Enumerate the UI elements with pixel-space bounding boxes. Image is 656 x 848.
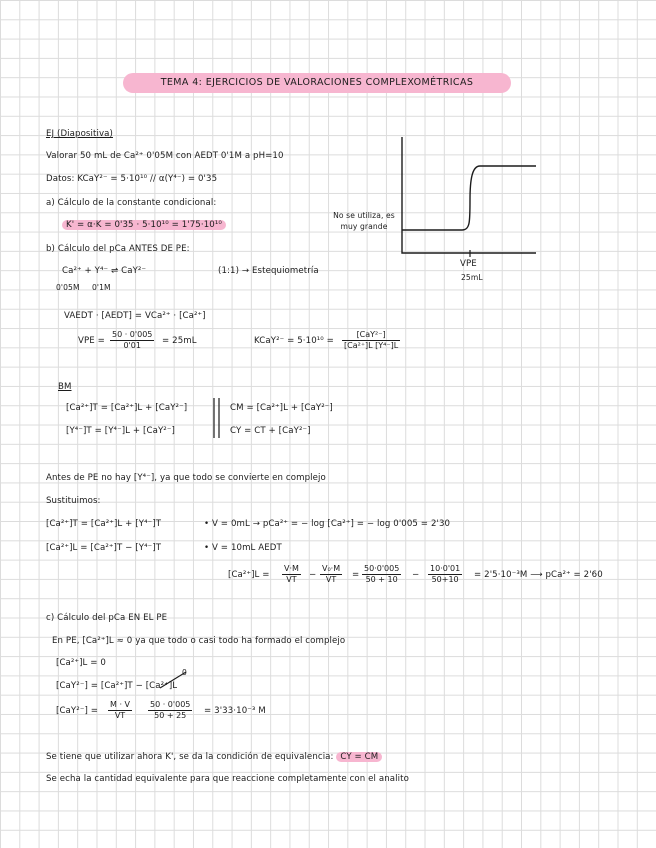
final-line-1-highlight: CY = CM — [336, 752, 382, 762]
bm-label: BM — [58, 382, 72, 392]
bm-right-2: CY = CT + [CaY²⁻] — [230, 426, 311, 436]
kformula-fraction — [342, 330, 400, 351]
calc-f4-num: 10·0'01 — [430, 564, 461, 573]
calc-f2-num: V₀·M — [322, 564, 341, 573]
calc-lhs: [Ca²⁺]L = — [228, 570, 270, 580]
pe-f1-den: VT — [114, 711, 126, 720]
part-a-heading: a) Cálculo de la constante condicional: — [46, 198, 217, 208]
vpe-den: 0'01 — [123, 341, 141, 350]
v-line: VAEDT · [AEDT] = VCa²⁺ · [Ca²⁺] — [64, 311, 206, 321]
pe-line-3-frac-1 — [108, 700, 132, 721]
pe-line-3-result: = 3'33·10⁻³ M — [204, 706, 266, 716]
data-line: Datos: KCaY²⁻ = 5·10¹⁰ // α(Y⁴⁻) = 0'35 — [46, 174, 218, 184]
calc-f2-den: VT — [325, 575, 337, 584]
kformula-num: [CaY²⁻] — [342, 330, 400, 341]
sub-line-2: [Ca²⁺]L = [Ca²⁺]T − [Y⁴⁻]T — [46, 543, 162, 553]
calc-eq: = — [352, 570, 360, 580]
pe-text: En PE, [Ca²⁺]L ≈ 0 ya que todo o casi todo ha formado el complejo — [52, 636, 346, 646]
kformula-den: [Ca²⁺]L [Y⁴⁻]L — [344, 341, 399, 350]
final-line-1: Se tiene que utilizar ahora K', se da la condición de equivalencia: — [46, 752, 334, 762]
vpe-num: 50 · 0'005 — [112, 330, 153, 339]
pe-line-2: [CaY²⁻] = [Ca²⁺]T − [Ca²⁺]L — [56, 681, 178, 691]
bm-right-1: CM = [Ca²⁺]L + [CaY²⁻] — [230, 403, 333, 413]
page-title: TEMA 4: EJERCICIOS DE VALORACIONES COMPLEXOMÉTRICAS — [123, 73, 511, 93]
calc-frac-4 — [428, 564, 462, 585]
part-a-result: K' = α·K = 0'35 · 5·10¹⁰ = 1'75·10¹⁰ — [62, 220, 226, 230]
bm-line-2: [Y⁴⁻]T = [Y⁴⁻]L + [CaY²⁻] — [66, 426, 175, 436]
sub-line-1: [Ca²⁺]T = [Ca²⁺]L + [Y⁴⁻]T — [46, 519, 162, 529]
pe-line-3-lhs: [CaY²⁻] = — [56, 706, 99, 716]
kformula-lhs: KCaY²⁻ = 5·10¹⁰ = — [254, 336, 334, 346]
statement: Valorar 50 mL de Ca²⁺ 0'05M con AEDT 0'1M a pH=10 — [46, 151, 284, 161]
reaction: Ca²⁺ + Y⁴⁻ ⇌ CaY²⁻ — [62, 266, 147, 276]
calc-f4-den: 50+10 — [431, 575, 459, 584]
bm-line-1: [Ca²⁺]T = [Ca²⁺]L + [CaY²⁻] — [66, 403, 188, 413]
final-line-2: Se echa la cantidad equivalente para que reaccione completamente con el analito — [46, 774, 409, 784]
titration-curve — [402, 166, 536, 230]
vpe-rhs: = 25mL — [162, 336, 197, 346]
pe-line-2-strike-value: 0 — [182, 668, 187, 677]
graph-x-value: 25mL — [461, 273, 483, 282]
conc-y: 0'1M — [92, 283, 111, 292]
graph-x-label: VPE — [460, 259, 477, 269]
pe-f2-den: 50 + 25 — [154, 711, 187, 720]
calc-f3-num: 50·0'005 — [364, 564, 400, 573]
pe-f2-num: 50 · 0'005 — [150, 700, 191, 709]
calc-minus-2: − — [412, 570, 420, 580]
substitute-label: Sustituimos: — [46, 496, 101, 506]
case-2: • V = 10mL AEDT — [204, 543, 282, 553]
case-1: • V = 0mL → pCa²⁺ = − log [Ca²⁺] = − log 0'005 = 2'30 — [204, 519, 451, 529]
before-pe-text: Antes de PE no hay [Y⁴⁻], ya que todo se convierte en complejo — [46, 473, 326, 483]
calc-frac-2 — [320, 564, 342, 585]
reaction-ratio: (1:1) → Estequiometría — [218, 266, 319, 276]
calc-f1-num: V·M — [284, 564, 299, 573]
vpe-fraction — [110, 330, 154, 351]
calc-frac-1 — [282, 564, 301, 585]
graph-note: No se utiliza, es muy grande — [333, 211, 395, 231]
vpe-lhs: VPE = — [78, 336, 105, 346]
pe-line-3-frac-2 — [148, 700, 192, 721]
calc-f1-den: VT — [286, 575, 297, 584]
conc-ca: 0'05M — [56, 283, 80, 292]
calc-result: = 2'5·10⁻³M ⟶ pCa²⁺ = 2'60 — [474, 570, 603, 580]
part-b-heading: b) Cálculo del pCa ANTES DE PE: — [46, 244, 190, 254]
calc-f3-den: 50 + 10 — [365, 575, 398, 584]
part-c-heading: c) Cálculo del pCa EN EL PE — [46, 613, 168, 623]
calc-minus-1: − — [309, 570, 317, 580]
pe-line-1: [Ca²⁺]L = 0 — [56, 658, 106, 668]
calc-frac-3 — [362, 564, 401, 585]
graph-axes — [402, 137, 536, 253]
exercise-heading: EJ (Diapositiva) — [46, 129, 113, 139]
pe-f1-num: M · V — [110, 700, 131, 709]
